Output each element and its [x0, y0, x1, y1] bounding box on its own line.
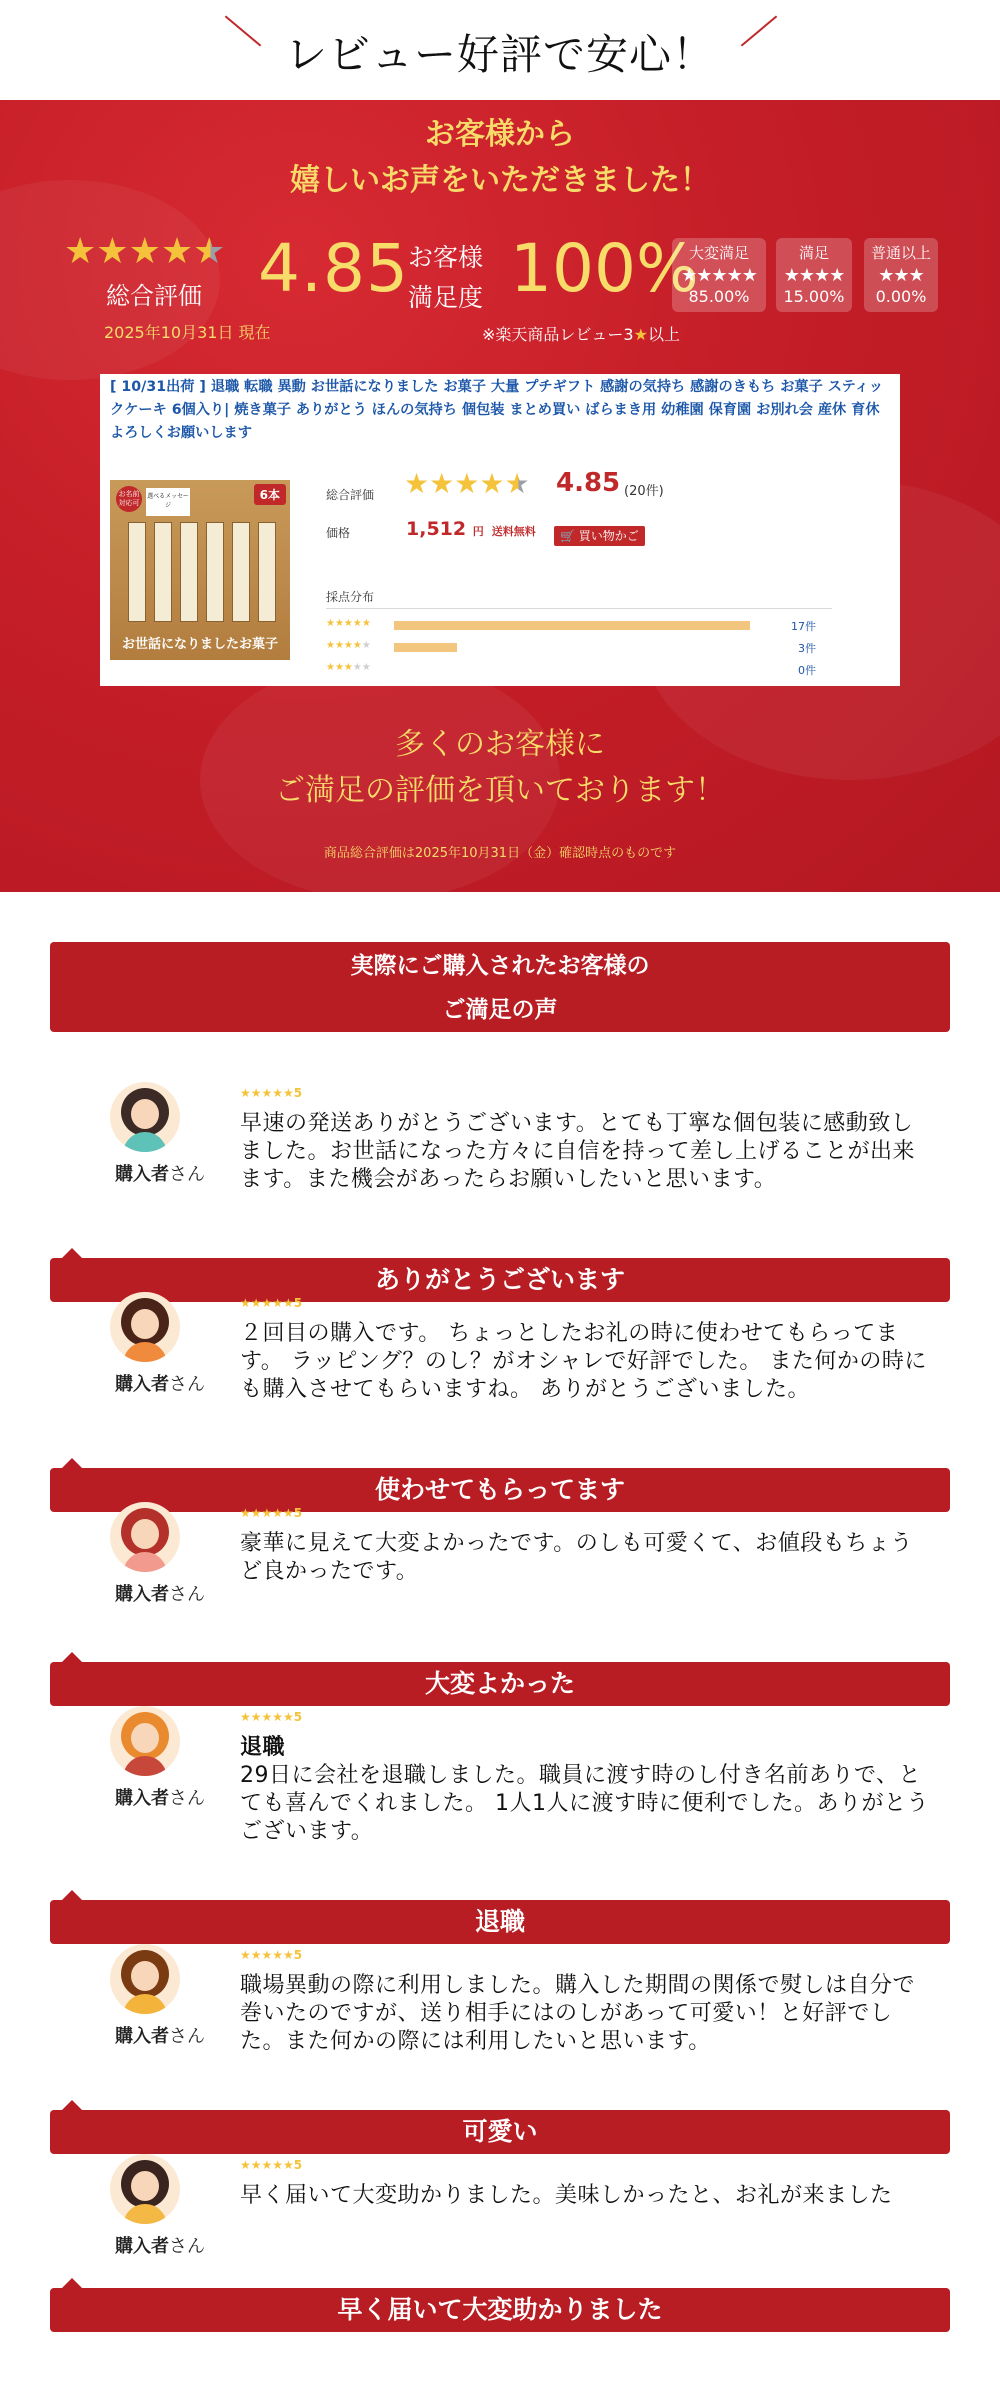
star-icon: ★: [64, 231, 97, 272]
avatar-body: [123, 1342, 167, 1362]
review-stars: ★★★★★: [240, 1086, 294, 1100]
caption-pointer: [62, 1248, 82, 1258]
review-text: 早く届いて大変助かりました。美味しかったと、お礼が来ました: [240, 2183, 893, 2208]
review-caption: 退職: [474, 1907, 525, 1936]
review-caption: 大変よかった: [424, 1669, 575, 1698]
star-icon: ★: [633, 325, 648, 344]
product-image-tag: お名前対応可: [116, 486, 142, 512]
avatar-face: [131, 1723, 159, 1753]
caption-pointer: [62, 1458, 82, 1468]
stick-cake: [180, 522, 198, 622]
review-rating-value: 5: [293, 2158, 303, 2172]
chip-stars: ★★★★★: [681, 265, 757, 286]
review-text: 早速の発送ありがとうございます。とても丁寧な個包装に感動致しました。お世話になった方々に自信を持って差し上げることが出来ます。また機会があったらお願いしたいと思います。: [240, 1111, 916, 1192]
stick-cake: [128, 522, 146, 622]
distribution-divider: [326, 608, 832, 609]
review-caption-bar: [50, 1900, 950, 1944]
dist-count[interactable]: 3件: [798, 642, 816, 655]
buyer-honorific: さん: [169, 1164, 205, 1185]
banner-bottom-line2: ご満足の評価を頂いております！: [275, 773, 725, 808]
review-caption: ありがとうございます: [374, 1265, 625, 1294]
review-caption-bar: [50, 2110, 950, 2154]
star-icon: ★: [96, 231, 129, 272]
review-body: [240, 1972, 930, 2056]
distribution-row: [326, 618, 926, 632]
dist-stars: ★★★★★: [326, 618, 371, 629]
buyer-name: [100, 1160, 220, 1186]
reviewer-avatar: [110, 1502, 180, 1572]
caption-pointer: [62, 1890, 82, 1900]
avatar-body: [123, 1132, 167, 1152]
chip-label: 満足: [798, 244, 829, 262]
buyer-label: 購入者: [115, 1374, 169, 1395]
distribution-row: [326, 662, 926, 676]
review-text: 職場異動の際に利用しました。購入した期間の関係で熨しは自分で巻いたのですが、送り相手にはのしがあって可愛い！と好評でした。また何かの際には利用したいと思います。: [240, 1973, 916, 2054]
buyer-honorific: さん: [169, 1374, 205, 1395]
satisfaction-label: [408, 238, 483, 318]
review-rating: [240, 2158, 302, 2172]
cart-button[interactable]: [554, 526, 645, 546]
banner-headline-line2: 嬉しいお声をいただきました！: [290, 163, 710, 198]
chip-percent: 0.00%: [875, 287, 927, 306]
price-unit: 円: [472, 525, 484, 538]
review-body: [240, 1734, 930, 1846]
satisfaction-chip: [776, 238, 852, 312]
satisfaction-label-line1: お客様: [408, 243, 484, 272]
review-text: ２回目の購入です。 ちょっとしたお礼の時に使わせてもらってます。 ラッピング？のし？がオシャレで好評でした。 また何かの時にも購入させてもらいますね。 ありがとうございました。: [240, 1321, 927, 1402]
buyer-label: 購入者: [115, 1788, 169, 1809]
star-icon: ★: [160, 231, 194, 272]
buyer-name: [100, 2232, 220, 2258]
buyer-label: 購入者: [115, 1584, 169, 1605]
product-image-caption: お世話になりましたお菓子: [121, 637, 278, 652]
review-rating: [240, 1710, 302, 1724]
buyer-honorific: さん: [169, 2236, 205, 2257]
page-header: [0, 0, 1000, 100]
review-stars: ★★★★★: [240, 2158, 294, 2172]
stick-cake: [232, 522, 250, 622]
dist-count[interactable]: 0件: [798, 664, 816, 677]
review-text: 29日に会社を退職しました。職員に渡す時のし付き名前ありで、とても喜んでくれました。 1人1人に渡す時に便利でした。ありがとうございます。: [240, 1763, 929, 1844]
chip-label: 普通以上: [870, 244, 931, 262]
page-title: レビュー好評で安心！: [284, 30, 715, 79]
review-rating-value: 5: [293, 1296, 303, 1310]
review-text: 豪華に見えて大変よかったです。のしも可愛くて、お値段もちょうど良かったです。: [240, 1531, 913, 1584]
review-item: [0, 1706, 1000, 1944]
buyer-label: 購入者: [115, 2026, 169, 2047]
star-icon: ★: [128, 231, 161, 272]
price-value: 1,512: [406, 518, 467, 540]
stick-cake: [206, 522, 224, 622]
review-stars: ★★★★★: [240, 1296, 294, 1310]
star-icon: ★: [479, 467, 505, 500]
half-star-icon: ★: [504, 467, 530, 500]
chip-label: 大変満足: [688, 244, 749, 262]
reviewer-avatar: [110, 1082, 180, 1152]
avatar-face: [131, 1519, 159, 1549]
distribution-label: 採点分布: [326, 590, 375, 604]
card-rating-count: (20件): [624, 484, 664, 499]
review-item: [0, 1082, 1000, 1302]
avatar-body: [123, 1994, 167, 2014]
caption-pointer: [62, 2100, 82, 2110]
avatar-body: [123, 1552, 167, 1572]
review-caption: 可愛い: [462, 2117, 538, 2146]
caption-pointer: [62, 1652, 82, 1662]
buyer-name: [100, 1580, 220, 1606]
dist-stars: ★★★★★: [326, 640, 371, 651]
buyer-honorific: さん: [169, 2026, 205, 2047]
buyer-name: [100, 1370, 220, 1396]
buyer-label: 購入者: [115, 1164, 169, 1185]
review-rating: [240, 1948, 302, 1962]
overall-rating-value: 4.85: [258, 230, 409, 307]
review-item: [0, 2154, 1000, 2332]
avatar-face: [131, 1309, 159, 1339]
rating-label: 総合評価: [326, 488, 375, 502]
overall-stars: [64, 231, 226, 272]
chip-percent: 85.00%: [688, 287, 750, 306]
card-rating-value: 4.85: [556, 468, 621, 498]
review-rating-value: 5: [293, 1086, 303, 1100]
star-icon: ★: [429, 467, 455, 500]
review-rating-value: 5: [293, 1948, 303, 1962]
avatar-face: [131, 1099, 159, 1129]
satisfaction-percent: 100%: [510, 230, 699, 307]
chip-stars: ★★★: [878, 265, 924, 286]
dist-stars: ★★★★★: [326, 662, 371, 673]
banner-bottom-line1: 多くのお客様に: [395, 727, 605, 762]
product-title-link[interactable]: [ 10/31出荷 ] 退職 転職 異動 お世話になりました お菓子 大量 プチギフト 感謝の気持ち 感謝のきもち お菓子 スティックケーキ 6個入り| 焼き菓子 ありがとう ほんの気持ち 個包装 まとめ買い ばらまき用 幼稚園 保育園 お別れ会 産休 育休 よろしくお願いします: [110, 379, 884, 441]
review-stars: ★★★★★: [240, 1948, 294, 1962]
review-rating: [240, 1506, 302, 1520]
banner-footnote: 商品総合評価は2025年10月31日（金）確認時点のものです: [323, 846, 677, 861]
product-image[interactable]: [110, 480, 290, 660]
stick-cake: [258, 522, 276, 622]
avatar-body: [123, 1756, 167, 1776]
overall-label: 総合評価: [106, 282, 202, 310]
as-of-date: 2025年10月31日 現在: [104, 323, 271, 342]
price-label: 価格: [326, 526, 351, 540]
review-note-tail: 以上: [647, 325, 680, 344]
star-icon: ★: [404, 467, 430, 500]
review-body: [240, 1530, 930, 1586]
banner-bottom-message: [0, 722, 1000, 814]
distribution-row: [326, 640, 926, 654]
review-caption-bar: [50, 2288, 950, 2332]
reviewer-avatar: [110, 1706, 180, 1776]
buyer-name: [100, 1784, 220, 1810]
half-star-icon: ★: [193, 231, 226, 272]
review-stars: ★★★★★: [240, 1506, 294, 1520]
stick-cake: [154, 522, 172, 622]
buyer-name: [100, 2022, 220, 2048]
cart-button-label: 買い物かご: [578, 529, 639, 543]
satisfaction-chip: [864, 238, 938, 312]
reviewer-avatar: [110, 2154, 180, 2224]
review-body: [240, 1320, 930, 1404]
review-title: 退職: [240, 1735, 286, 1760]
avatar-body: [123, 2204, 167, 2224]
reviews-title-line2: ご満足の声: [442, 997, 558, 1023]
review-item: [0, 1944, 1000, 2154]
caption-pointer: [62, 2278, 82, 2288]
price: [406, 518, 536, 540]
product-image-label: 選べるメッセージ: [146, 488, 190, 516]
buyer-honorific: さん: [169, 1788, 205, 1809]
buyer-honorific: さん: [169, 1584, 205, 1605]
review-rating-value: 5: [293, 1506, 303, 1520]
card-stars: [404, 467, 530, 500]
review-note: [482, 322, 680, 345]
distribution-bar: [394, 621, 750, 630]
review-item: [0, 1502, 1000, 1706]
distribution-bar: [394, 643, 457, 652]
chip-percent: 15.00%: [783, 287, 845, 306]
review-caption-bar: [50, 1662, 950, 1706]
reviewer-avatar: [110, 1944, 180, 2014]
reviews-title-line1: 実際にご購入されたお客様の: [350, 953, 650, 979]
product-count-badge: 6本: [254, 484, 286, 505]
review-item: [0, 1292, 1000, 1512]
review-caption: 早く届いて大変助かりました: [337, 2295, 663, 2324]
review-rating: [240, 1296, 302, 1310]
review-rating: [240, 1086, 302, 1100]
review-rating-value: 5: [293, 1710, 303, 1724]
rating-banner: [0, 100, 1000, 892]
avatar-face: [131, 2171, 159, 2201]
star-icon: ★: [454, 467, 480, 500]
avatar-face: [131, 1961, 159, 1991]
review-body: [240, 1110, 930, 1194]
review-body: [240, 2182, 930, 2210]
chip-stars: ★★★★: [783, 265, 845, 286]
review-note-text: ※楽天商品レビュー3: [482, 325, 634, 344]
reviews-section-title: [50, 942, 950, 1032]
shipping-label: 送料無料: [491, 525, 536, 538]
reviewer-avatar: [110, 1292, 180, 1362]
banner-headline: [0, 112, 1000, 204]
satisfaction-chip: [672, 238, 766, 312]
banner-headline-line1: お客様から: [425, 117, 575, 152]
review-stars: ★★★★★: [240, 1710, 294, 1724]
buyer-label: 購入者: [115, 2236, 169, 2257]
review-caption: 使わせてもらってます: [374, 1475, 625, 1504]
cart-icon: 🛒: [560, 529, 575, 543]
dist-count[interactable]: 17件: [791, 620, 816, 633]
satisfaction-label-line2: 満足度: [408, 283, 484, 312]
